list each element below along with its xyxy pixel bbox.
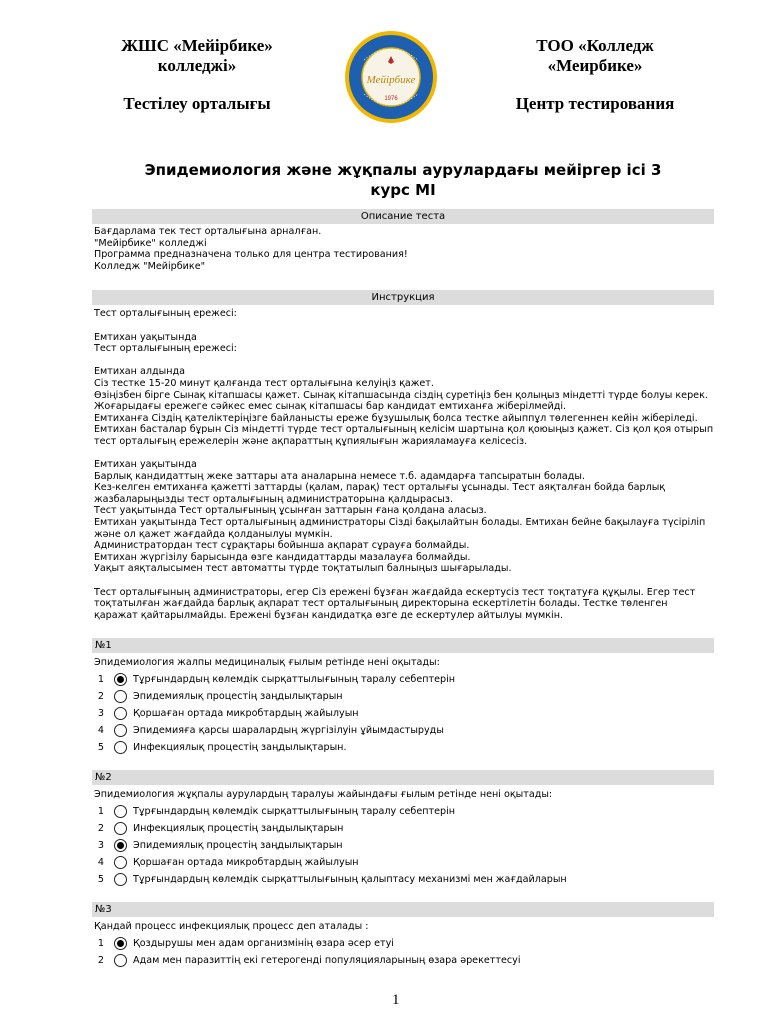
radio-icon[interactable]	[114, 690, 127, 703]
answer-option[interactable]	[92, 722, 714, 739]
questions-list	[92, 638, 714, 969]
option-text: Адам мен паразиттің екі гетерогенді популяцияларының өзара әрекеттесуі	[133, 955, 521, 967]
answer-option[interactable]	[92, 820, 714, 837]
instruction-line: Емтиханға Сіздің қателіктеріңізге байланысты ереже бұзушылық болса тестке айыппұл төлегеннен кейін жіберіледі.	[94, 412, 698, 424]
description-line: Программа предназначена только для центра тестирования!	[94, 249, 408, 261]
option-text: Инфекциялық процестің заңдылықтарын.	[133, 742, 347, 754]
answer-option[interactable]	[92, 871, 714, 888]
option-text: Тұрғындардың көлемдік сырқаттылығының қалыптасу механизмі мен жағдайларын	[133, 874, 567, 886]
instruction-line: Тест орталығының администраторы, егер Сіз ережені бұзған жағдайда ескертусіз тест тоқтатуға құқылы. Егер тест тоқтатылған жағдайда барлық ақпарат тест орталығының директорына ескертілетін болады. Тестке төленген қаражат қайтарылмайды. Ережені бұзған кандидатқа өзге де ескертулер айтылуы мүмкін.	[94, 586, 696, 621]
header-right-line3: Центр тестирования	[515, 94, 675, 113]
radio-dot-icon	[117, 842, 124, 849]
instruction-line: Емтихан уақытында	[94, 459, 197, 471]
instruction-line: Емтихан алдында	[94, 366, 186, 378]
page-number: 1	[392, 992, 400, 1008]
description-line: "Мейірбике" колледжі	[94, 237, 207, 249]
radio-selected-icon[interactable]	[114, 673, 127, 686]
description-line: Колледж "Мейірбике"	[94, 260, 206, 272]
instruction-line: Уақыт аяқталысымен тест автоматты түрде тоқтатылып балныңыз шығарылады.	[94, 563, 512, 575]
question-number: №1	[92, 638, 714, 653]
radio-dot-icon	[117, 940, 124, 947]
header-right	[500, 36, 690, 114]
answer-option[interactable]	[92, 935, 714, 952]
option-text: Эпидемияға қарсы шаралардың жүргізілуін ұйымдастыруды	[133, 725, 444, 737]
option-number: 5	[97, 742, 104, 754]
option-number: 2	[97, 823, 104, 835]
header-left-line1: ЖШС «Мейірбике»	[121, 36, 273, 55]
answer-option[interactable]	[92, 705, 714, 722]
header-right-line2: «Меирбике»	[547, 56, 643, 75]
instruction-line: Администратордан тест сұрақтары бойынша ақпарат сұрауға болмайды.	[94, 540, 470, 552]
instruction-line: Барлық кандидаттың жеке заттары ата аналарына немесе т.б. адамдарға тапсыратын болады.	[94, 470, 586, 482]
radio-icon[interactable]	[114, 741, 127, 754]
radio-icon[interactable]	[114, 707, 127, 720]
title-line2: курс МІ	[370, 181, 436, 199]
option-number: 1	[97, 806, 104, 818]
question-block	[92, 770, 714, 888]
question-number: №2	[92, 770, 714, 785]
answer-option[interactable]	[92, 952, 714, 969]
instruction-text	[92, 308, 714, 621]
title-line1: Эпидемиология және жұқпалы аурулардағы мейіргер ісі 3	[144, 161, 662, 179]
header-left	[92, 36, 302, 114]
logo-center-text: Мейірбике	[366, 74, 416, 86]
radio-selected-icon[interactable]	[114, 839, 127, 852]
header-right-line1: ТОО «Колледж	[536, 36, 654, 55]
question-text: Эпидемиология жалпы медициналық ғылым ретінде нені оқытады:	[94, 657, 440, 669]
option-number: 1	[97, 674, 104, 686]
option-text: Тұрғындардың көлемдік сырқаттылығының таралу себептерін	[133, 674, 456, 686]
instruction-line: Өзіңізбен бірге Сынақ кітапшасы қажет. Сынақ кітапшасында сіздің суретіңіз бен қолыңыз міндетті түрде болуы керек. Жоғарыдағы ережеге сәйкес емес сынақ кітапшасы бар кандидат емтиханға жіберілмейді.	[94, 389, 708, 413]
option-text: Тұрғындардың көлемдік сырқаттылығының таралу себептерін	[133, 806, 456, 818]
logo-year: 1976	[384, 96, 398, 102]
option-number: 1	[97, 938, 104, 950]
instruction-line: Сіз тестке 15-20 минут қалғанда тест орталығына келуіңіз қажет.	[94, 377, 434, 389]
instruction-line: Емтихан уақытында Тест орталығының администраторы Сізді бақылайтын болады. Емтихан бейне бақылауға түсіріліп және ол қажет жағдайда қолданылуы мүмкін.	[94, 517, 706, 540]
description-text	[92, 226, 714, 272]
radio-icon[interactable]	[114, 822, 127, 835]
description-line: Бағдарлама тек тест орталығына арналған.	[94, 226, 322, 237]
option-text: Эпидемиялық процестің заңдылықтарын	[133, 691, 343, 703]
option-number: 3	[97, 840, 104, 852]
option-text: Қоршаған ортада микробтардың жайылуын	[133, 708, 359, 720]
option-text: Инфекциялық процестің заңдылықтарын	[133, 823, 344, 835]
radio-icon[interactable]	[114, 954, 127, 967]
question-text: Эпидемиология жұқпалы аурулардың таралуы жайындағы ғылым ретінде нені оқытады:	[94, 789, 553, 801]
question-text: Қандай процесс инфекциялық процесс деп аталады :	[94, 921, 369, 933]
instruction-header: Инструкция	[92, 290, 714, 305]
radio-icon[interactable]	[114, 873, 127, 886]
header-left-line2: колледжі»	[157, 56, 237, 75]
answer-option[interactable]	[92, 671, 714, 688]
answer-option[interactable]	[92, 854, 714, 871]
option-number: 5	[97, 874, 104, 886]
option-text: Эпидемиялық процестің заңдылықтарын	[133, 840, 343, 852]
content	[92, 209, 714, 983]
radio-icon[interactable]	[114, 805, 127, 818]
instruction-line: Емтихан жүргізілу барысында өзге кандидаттарды мазалауға болмайды.	[94, 551, 471, 563]
instruction-line: Емтихан уақытында	[94, 331, 197, 343]
answer-option[interactable]	[92, 837, 714, 854]
radio-dot-icon	[117, 676, 124, 683]
option-number: 4	[97, 725, 104, 737]
header-left-line3: Тестілеу орталығы	[123, 94, 271, 113]
instruction-line: Тест орталығының ережесі:	[94, 308, 237, 320]
question-block	[92, 902, 714, 969]
answer-option[interactable]	[92, 739, 714, 756]
radio-icon[interactable]	[114, 856, 127, 869]
instruction-line: Кез-келген емтиханға қажетті заттарды (қалам, парақ) тест орталығы ұсынады. Тест аяқталған бойда барлық жазбаларыңызды тест орталығының администраторына қалдырасыз.	[94, 482, 666, 505]
description-header: Описание теста	[92, 209, 714, 224]
question-block	[92, 638, 714, 756]
college-logo	[344, 30, 438, 124]
radio-icon[interactable]	[114, 724, 127, 737]
question-number: №3	[92, 902, 714, 917]
document-title	[92, 160, 714, 200]
instruction-line: Емтихан басталар бұрын Сіз міндетті түрде тест орталығының келісім шартына қол қоюыңыз қажет. Сіз қол қоя отырып тест орталығың ережелерін және ақпараттың құпиялығын жарияламауға келісесіз.	[94, 424, 714, 447]
answer-option[interactable]	[92, 803, 714, 820]
instruction-line: Тест уақытында Тест орталығының ұсынған заттарын ғана қолдана аласыз.	[94, 505, 487, 517]
answer-option[interactable]	[92, 688, 714, 705]
option-number: 4	[97, 857, 104, 869]
instruction-line: Тест орталығының ережесі:	[94, 343, 237, 355]
option-number: 2	[97, 691, 104, 703]
option-number: 3	[97, 708, 104, 720]
option-text: Қоршаған ортада микробтардың жайылуын	[133, 857, 359, 869]
option-text: Қоздырушы мен адам организмінің өзара әсер етуі	[133, 938, 394, 950]
option-number: 2	[97, 955, 104, 967]
radio-selected-icon[interactable]	[114, 937, 127, 950]
